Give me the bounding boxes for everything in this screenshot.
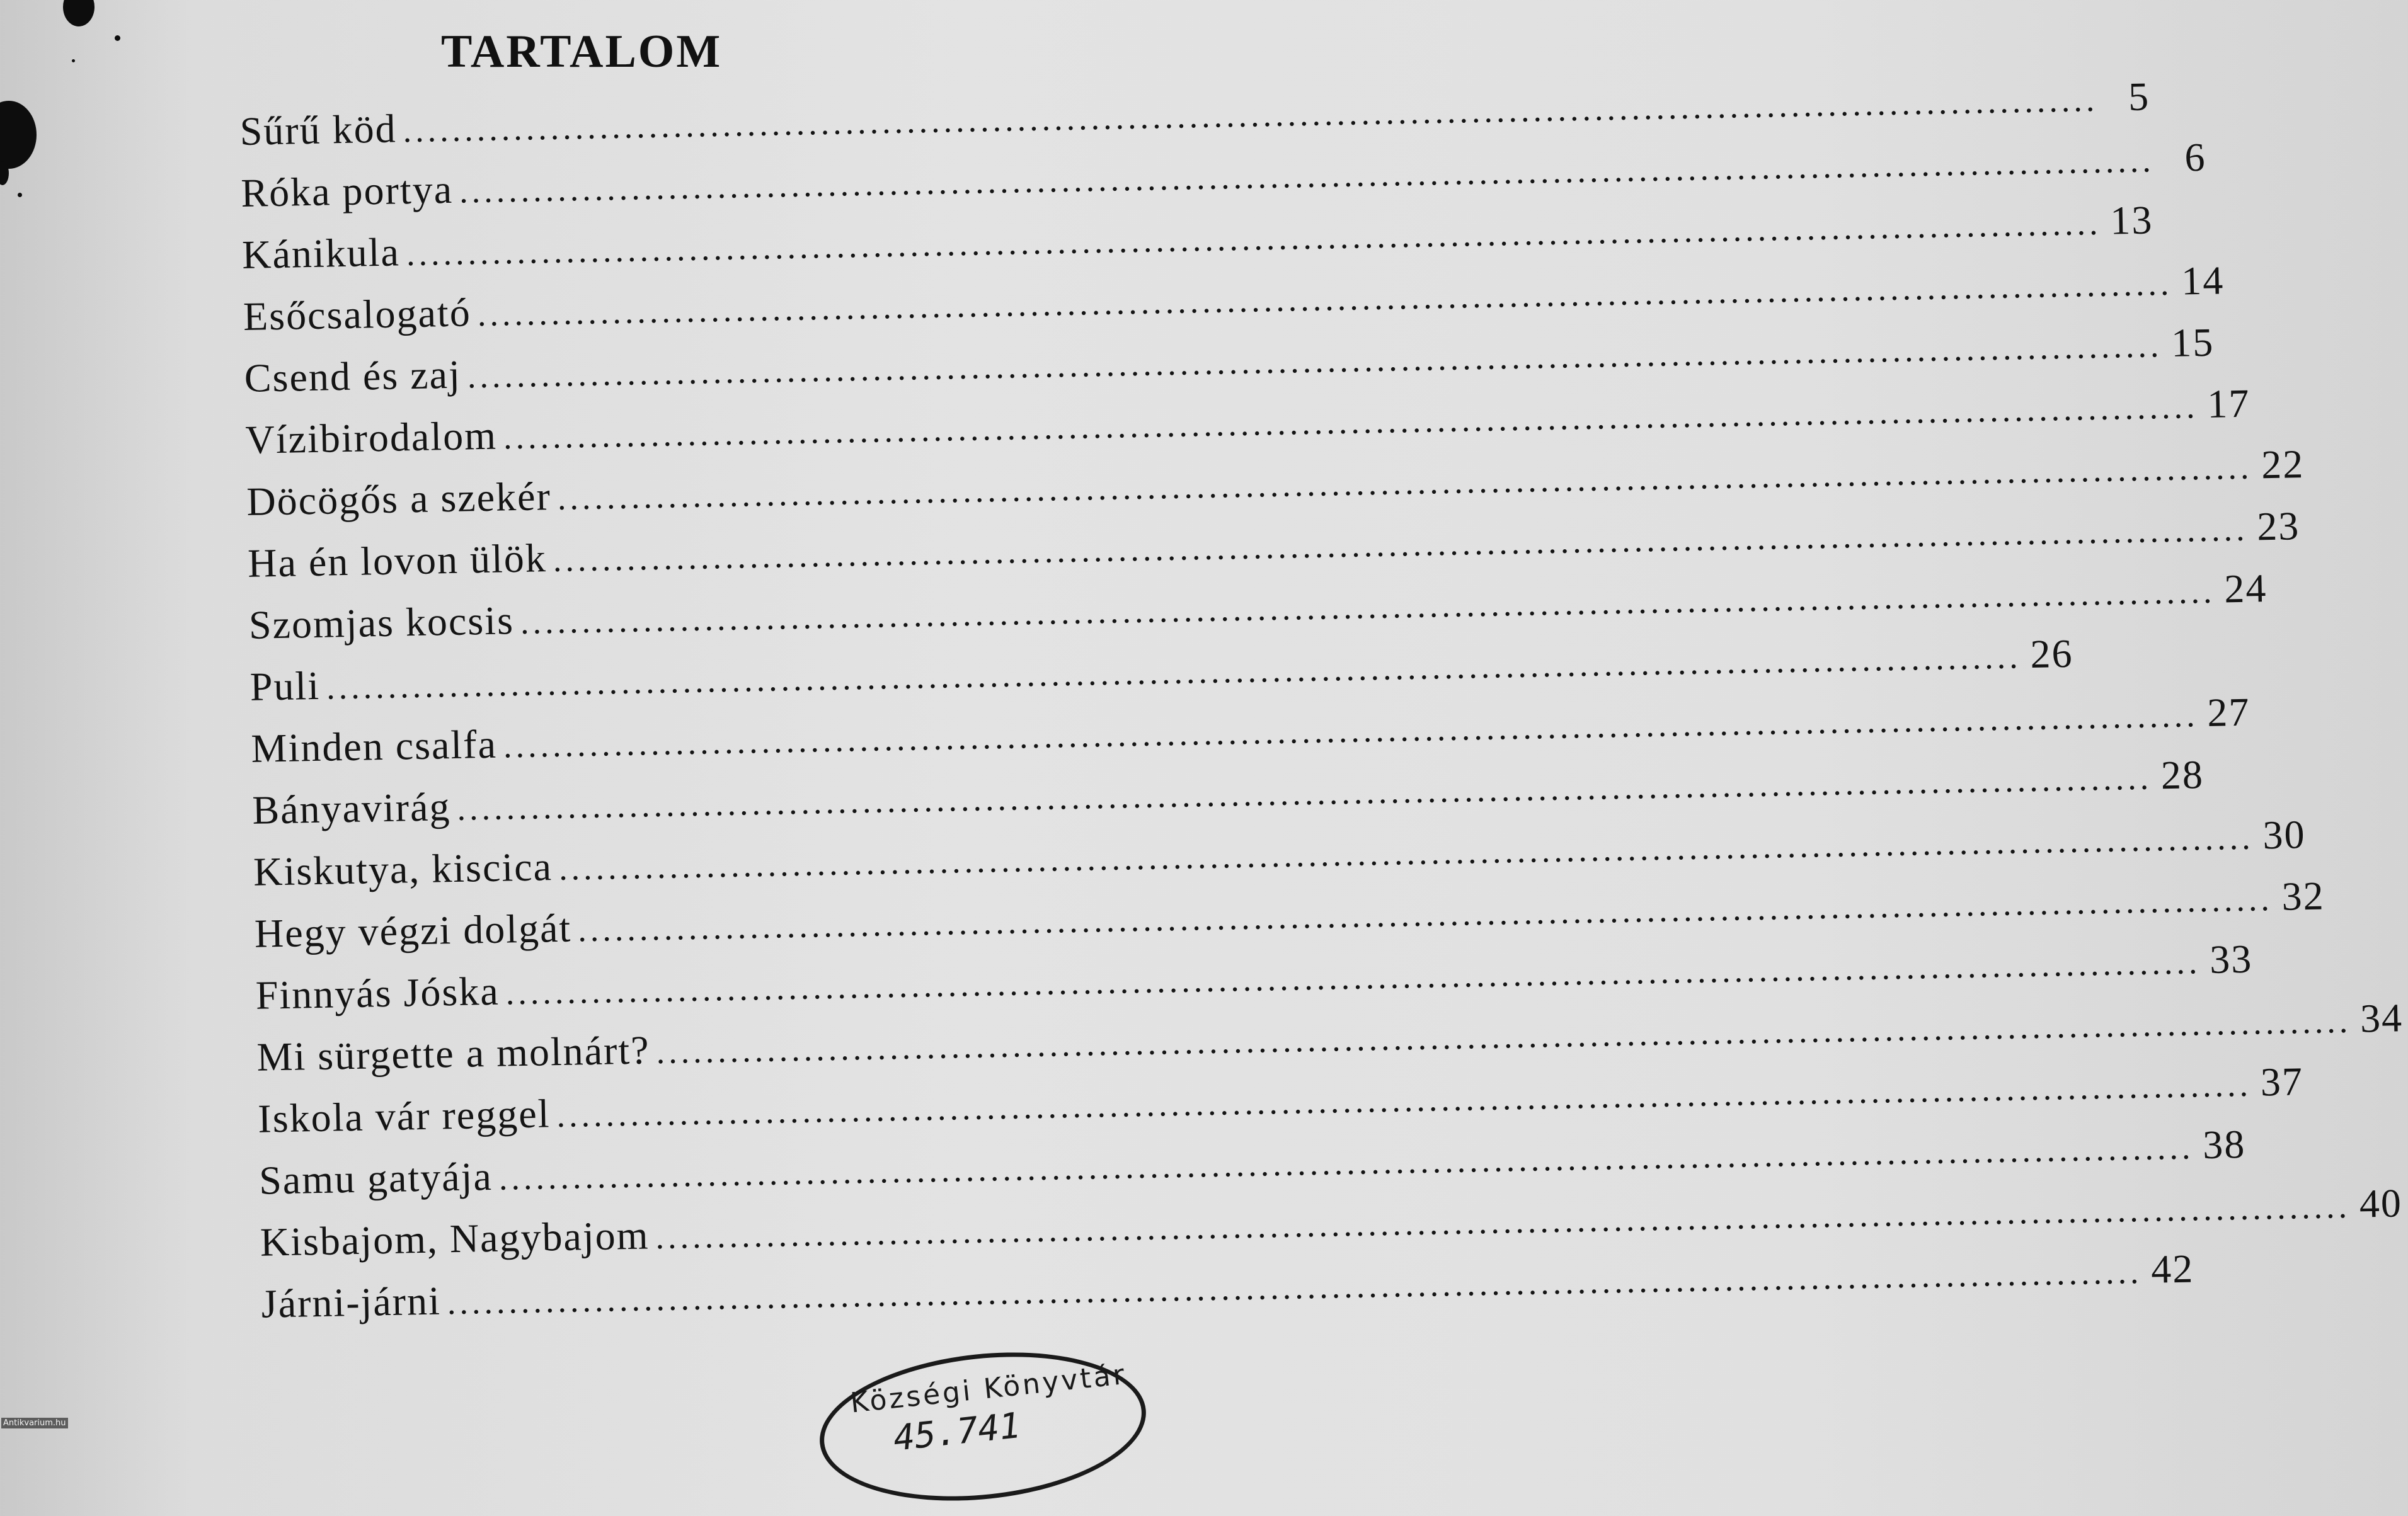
toc-entry [261, 1246, 2194, 1343]
ink-blot [115, 35, 120, 41]
ink-blot [18, 193, 22, 197]
toc-dot-leader [655, 1187, 2351, 1257]
toc-entry-page-number: 17 [2206, 380, 2251, 426]
toc-entry-page-number: 26 [2029, 630, 2074, 677]
stamp-number: 45.741 [891, 1405, 1023, 1459]
toc-entry-title: Bányavirág [251, 784, 452, 833]
ink-blot [72, 59, 75, 62]
toc-entry-title: Minden csalfa [250, 721, 498, 771]
toc-entry [255, 936, 2253, 1034]
toc-entry-page-number: 27 [2206, 689, 2251, 735]
ink-blot [63, 0, 95, 26]
toc-entry [253, 812, 2307, 911]
toc-entry [239, 74, 2150, 170]
toc-entry-page-number: 24 [2223, 566, 2268, 612]
toc-entry-page-number: 22 [2261, 442, 2305, 487]
toc-entry-title: Kiskutya, kiscica [253, 844, 553, 894]
toc-entry-page-number: 32 [2281, 873, 2325, 919]
toc-entry [244, 319, 2215, 417]
toc-entry-title: Esőcsalogató [243, 290, 472, 339]
toc-entry-page-number: 42 [2150, 1246, 2194, 1292]
toc-entry-page-number: 38 [2202, 1121, 2246, 1168]
toc-entry-page-number: 13 [2109, 197, 2153, 243]
toc-entry [244, 380, 2251, 479]
toc-entry-title: Kánikula [241, 229, 401, 277]
toc-entry [251, 752, 2204, 849]
toc-entry-title: Járni-járni [261, 1278, 442, 1326]
toc-entry-title: Finnyás Jóska [255, 968, 500, 1018]
toc-entry-page-number: 34 [2359, 995, 2404, 1041]
toc-entry-page-number: 6 [2184, 134, 2207, 180]
toc-entry [258, 1121, 2246, 1219]
toc-entry-title: Sűrű köd [239, 106, 398, 154]
toc-entry-title: Szomjas kocsis [248, 598, 515, 647]
toc-entry-title: Mi sürgette a molnárt? [256, 1027, 651, 1080]
toc-entry-title: Kisbajom, Nagybajom [260, 1212, 650, 1265]
toc-entry-page-number: 37 [2260, 1059, 2304, 1105]
toc-entry-title: Vízibirodalom [244, 413, 498, 462]
toc-entry-page-number: 15 [2170, 319, 2215, 365]
ink-blot [0, 101, 37, 169]
toc-entry-page-number: 28 [2160, 752, 2204, 798]
toc-dot-leader [656, 1001, 2352, 1071]
library-stamp [812, 1337, 1153, 1515]
toc-entry-page-number: 14 [2181, 258, 2225, 304]
toc-entry-title: Samu gatyája [258, 1153, 493, 1203]
toc-entry-page-number: 5 [2128, 74, 2150, 120]
toc-entry-page-number: 23 [2256, 503, 2300, 549]
table-of-contents [239, 74, 2404, 1342]
toc-entry-title: Iskola vár reggel [257, 1091, 551, 1141]
toc-dot-leader [403, 80, 2099, 150]
page-title: TARTALOM [441, 26, 723, 77]
toc-entry-title: Csend és zaj [244, 351, 462, 401]
toc-entry-title: Hegy végzi dolgát [254, 905, 572, 956]
toc-entry-title: Ha én lovon ülök [247, 535, 548, 586]
toc-entry [241, 197, 2153, 294]
toc-entry-page-number: 40 [2359, 1180, 2403, 1226]
toc-entry-title: Róka portya [240, 166, 454, 215]
stamp-text: Községi Könyvtár [849, 1358, 1128, 1420]
toc-entry-title: Döcögős a szekér [246, 474, 552, 524]
toc-entry-title: Puli [249, 663, 321, 709]
toc-entry [249, 630, 2074, 726]
watermark: Antikvarium.hu [1, 1418, 68, 1428]
toc-entry-page-number: 33 [2209, 936, 2253, 982]
toc-entry-page-number: 30 [2262, 812, 2307, 858]
